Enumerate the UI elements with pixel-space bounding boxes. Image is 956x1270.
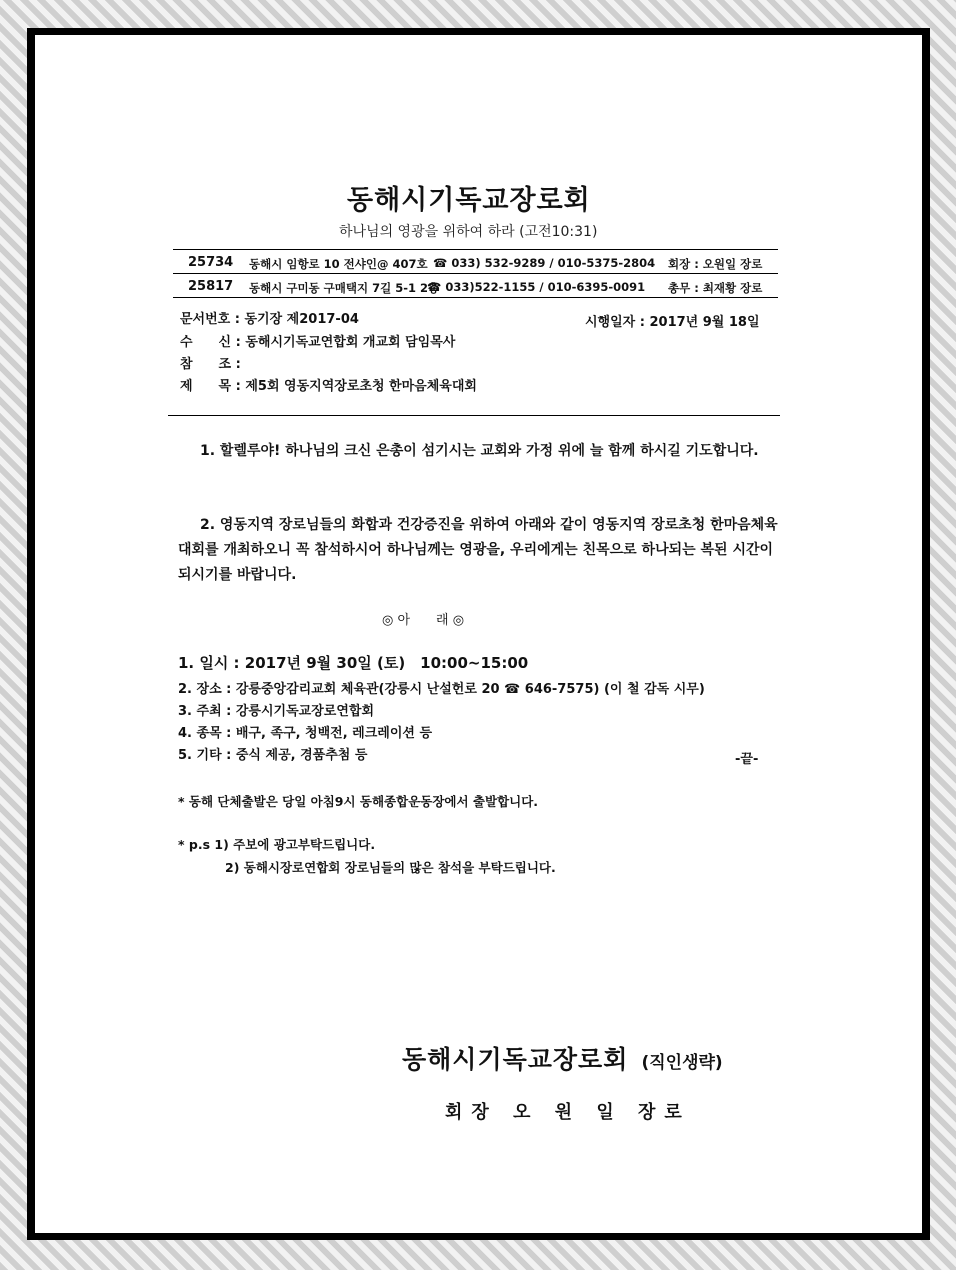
address-1-street: 동해시 임항로 10 전샤인@ 407호 [249, 257, 428, 271]
doc-reference: 참 조 : [180, 357, 241, 372]
address-rule-mid [173, 273, 778, 274]
address-1-code: 25734 [188, 255, 234, 270]
motto: 하나님의 영광을 위하여 하라 (고전10:31) [339, 224, 598, 240]
seal-omitted: (직인생략) [641, 1053, 723, 1073]
address-2-phone: ☎ 033)522-1155 / 010-6395-0091 [427, 280, 646, 294]
address-1-phone: ☎ 033) 532-9289 / 010-5375-2804 [433, 256, 656, 270]
org-title: 동해시기독교장로회 [347, 185, 591, 216]
doc-number: 문서번호 : 동기장 제2017-04 [180, 312, 359, 327]
doc-recipient: 수 신 : 동해시기독교연합회 개교회 담임목사 [180, 335, 456, 350]
address-rule-bottom [173, 297, 778, 298]
document-page [35, 35, 922, 1233]
address-1-role: 회장 : 오원일 장로 [668, 257, 763, 271]
paragraph-1: 1. 할렐루야! 하나님의 크신 은총이 섬기시는 교회와 가정 위에 늘 함께 하시길 기도합니다. [200, 443, 759, 459]
note-ps2: 2) 동해시장로연합회 장로님들의 많은 참석을 부탁드립니다. [225, 860, 556, 875]
item-host: 3. 주최 : 강릉시기독교장로연합회 [178, 704, 375, 719]
end-mark: -끝- [735, 752, 759, 767]
note-departure: * 동해 단체출발은 당일 아침9시 동해종합운동장에서 출발합니다. [178, 794, 539, 809]
address-rule-top [173, 249, 778, 250]
section-heading: ◎ 아 래 ◎ [382, 613, 465, 628]
signature-block [402, 1040, 723, 1076]
item-etc: 5. 기타 : 중식 제공, 경품추첨 등 [178, 748, 368, 763]
paragraph-2: 2. 영동지역 장로님들의 화합과 건강증진을 위하여 아래와 같이 영동지역 장로초청 한마음체육대회를 개최하오니 꼭 참석하시어 하나님께는 영광을, 우리에게는 친목으로 하나되는 복된 시간이 되시기를 바랍니다. [178, 517, 778, 583]
chairman-name: 회장 오 원 일 장로 [445, 1102, 691, 1123]
address-2-role: 총무 : 최재황 장로 [668, 281, 763, 295]
note-ps1: * p.s 1) 주보에 광고부탁드립니다. [178, 837, 376, 852]
doc-date: 시행일자 : 2017년 9월 18일 [585, 315, 760, 330]
address-2-code: 25817 [188, 279, 234, 294]
doc-subject: 제 목 : 제5회 영동지역장로초청 한마음체육대회 [180, 379, 477, 394]
divider [168, 415, 780, 416]
item-place: 2. 장소 : 강릉중앙감리교회 체육관(강릉시 난설헌로 20 ☎ 646-7575) (이 철 감독 시무) [178, 682, 705, 697]
item-events: 4. 종목 : 배구, 족구, 청백전, 레크레이션 등 [178, 726, 433, 741]
address-2-street: 동해시 구미동 구매택지 7길 5-1 2층 [249, 281, 440, 295]
item-date: 1. 일시 : 2017년 9월 30일 (토) 10:00~15:00 [178, 654, 529, 672]
signature-org: 동해시기독교장로회 [402, 1045, 629, 1074]
